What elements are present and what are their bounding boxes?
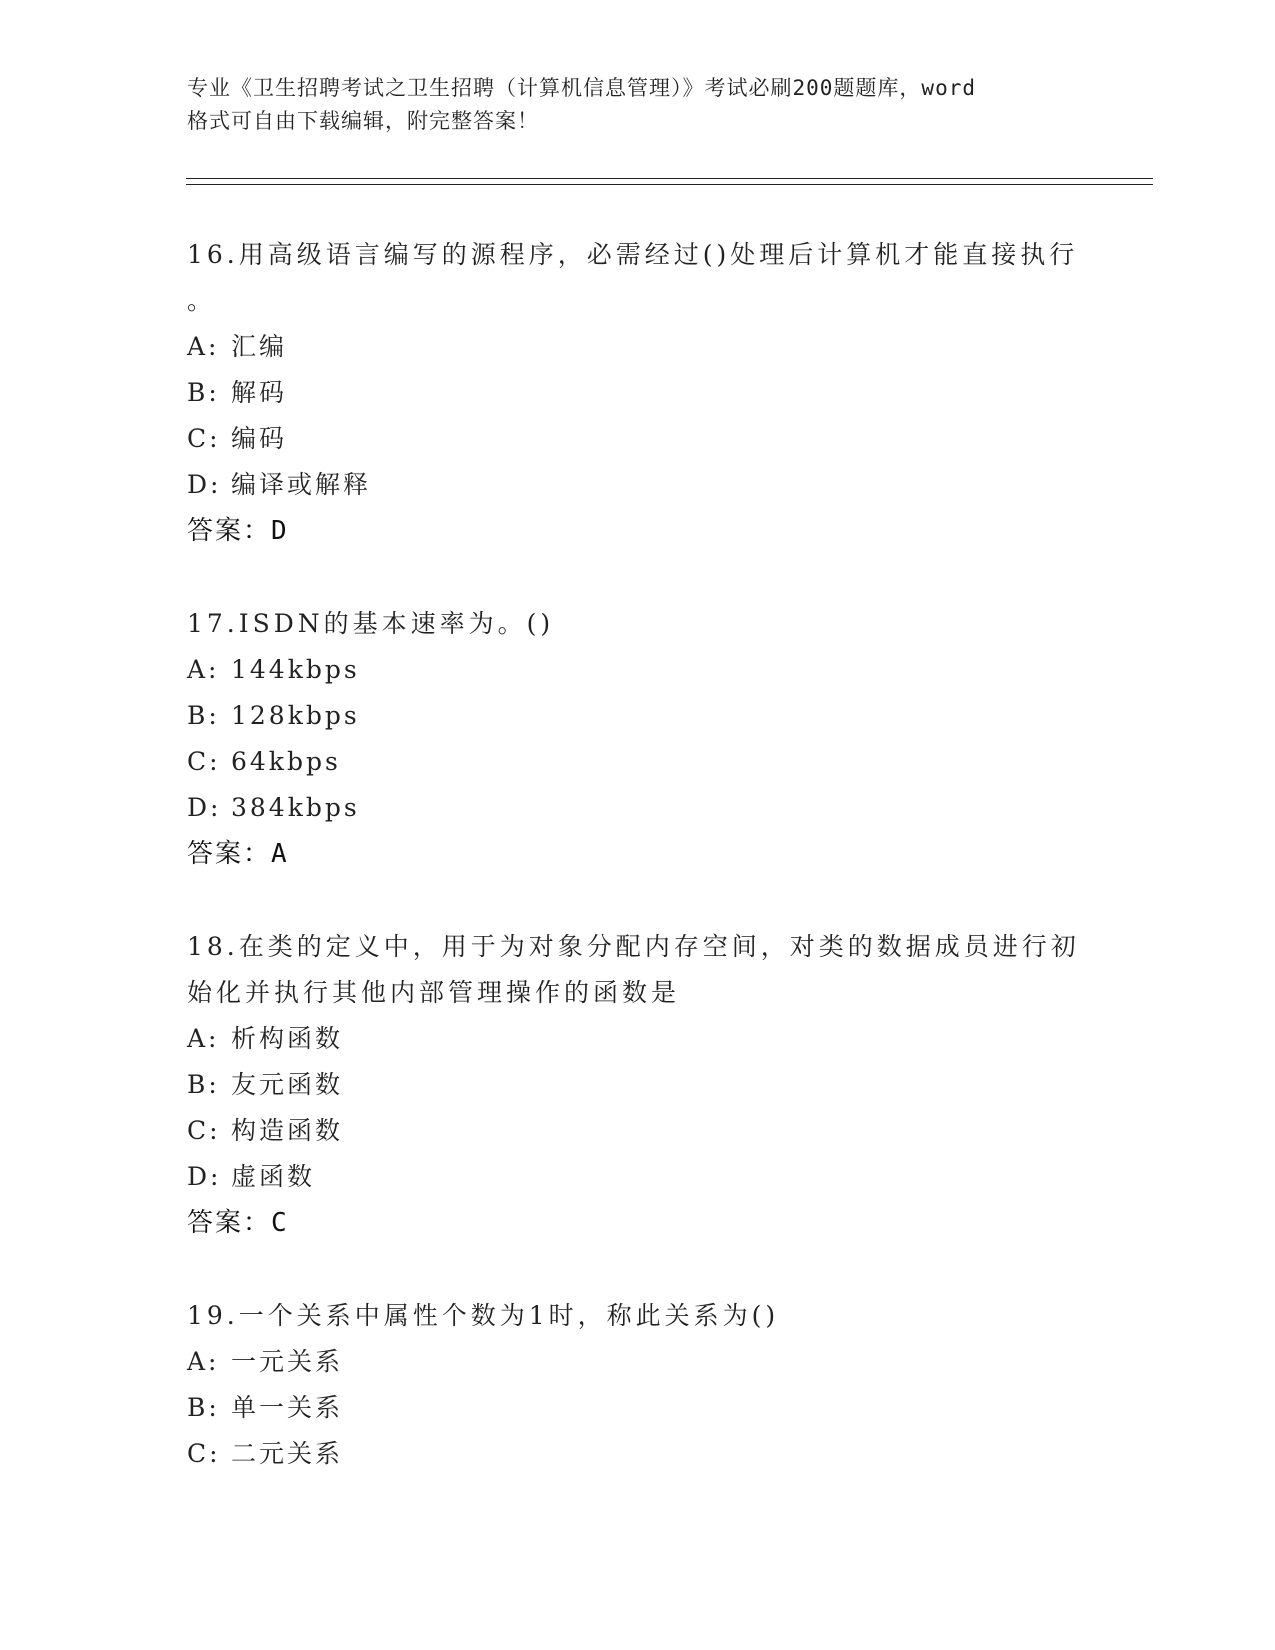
answer-option [187,1154,1087,1200]
header-divider-top [186,178,1153,179]
answer-option [187,1385,1087,1431]
answer-option [187,462,1087,508]
option-letter: A: [187,332,220,361]
option-text: 友元函数 [231,1070,344,1099]
question-text-line: 18.在类的定义中，用于为对象分配内存空间，对类的数据成员进行初 [187,932,1080,961]
document-header [187,72,1087,138]
header-line-2: 格式可自由下载编辑，附完整答案！ [187,109,539,133]
option-letter: C: [187,1116,221,1145]
option-text: 编译或解释 [231,470,372,499]
header-line-1: 专业《卫生招聘考试之卫生招聘（计算机信息管理）》考试必刷200题题库，word [187,76,976,100]
question-text-line: 始化并执行其他内部管理操作的函数是 [187,978,681,1007]
option-text: 384kbps [231,793,360,822]
option-text: 64kbps [231,747,341,776]
option-text: 汇编 [231,332,288,361]
answer-option [187,324,1087,370]
option-letter: A: [187,1347,220,1376]
answer-option [187,693,1087,739]
option-text: 一元关系 [231,1347,344,1376]
question-text-line: 16.用高级语言编写的源程序，必需经过()处理后计算机才能直接执行 [187,240,1079,269]
header-divider-bottom [186,184,1153,185]
answer-key: 答案：C [187,1208,289,1238]
option-letter: C: [187,747,221,776]
answer-option [187,1108,1087,1154]
option-letter: B: [187,701,220,730]
option-letter: D: [187,793,222,822]
option-text: 编码 [231,424,288,453]
option-text: 构造函数 [231,1116,344,1145]
option-letter: B: [187,1070,220,1099]
option-text: 解码 [231,378,288,407]
answer-option [187,1431,1087,1477]
option-letter: B: [187,378,220,407]
answer-option [187,647,1087,693]
option-text: 析构函数 [231,1024,344,1053]
option-text: 128kbps [231,701,360,730]
question-text-line: 17.ISDN的基本速率为。() [187,609,555,638]
option-text: 虚函数 [231,1162,316,1191]
answer-option [187,739,1087,785]
option-letter: A: [187,1024,220,1053]
answer-key: 答案：A [187,839,289,869]
question-text-line: 19.一个关系中属性个数为1时，称此关系为() [187,1301,780,1330]
question-block [187,924,1087,1246]
question-block [187,1293,1087,1477]
question-list [187,232,1087,1524]
answer-option [187,416,1087,462]
answer-option [187,370,1087,416]
answer-option [187,1339,1087,1385]
question-text-line: 。 [187,286,217,315]
option-text: 单一关系 [231,1393,344,1422]
answer-option [187,1016,1087,1062]
option-letter: A: [187,655,220,684]
question-block [187,232,1087,554]
option-letter: C: [187,1439,221,1468]
question-block [187,601,1087,877]
option-text: 二元关系 [231,1439,344,1468]
option-letter: B: [187,1393,220,1422]
answer-key: 答案：D [187,516,289,546]
answer-option [187,1062,1087,1108]
option-letter: D: [187,470,222,499]
answer-option [187,785,1087,831]
option-letter: C: [187,424,221,453]
option-text: 144kbps [231,655,360,684]
option-letter: D: [187,1162,222,1191]
